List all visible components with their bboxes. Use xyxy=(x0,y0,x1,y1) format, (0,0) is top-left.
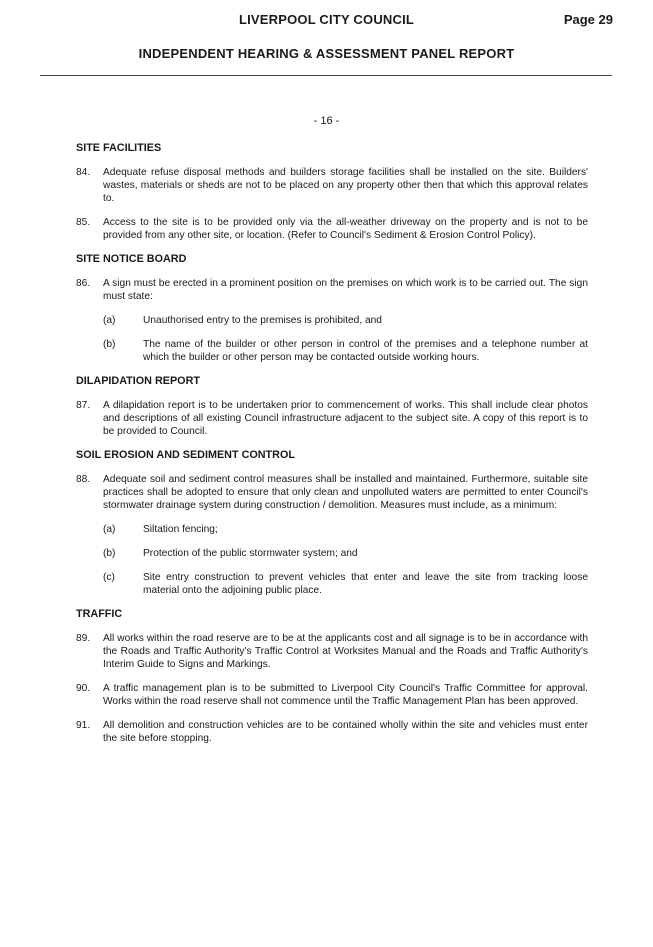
condition-item xyxy=(76,166,588,205)
condition-number: 89. xyxy=(76,633,91,644)
condition-text: A dilapidation report is to be undertaken prior to commencement of works. This shall include clear photos and descriptions of all existing Council infrastructure adjacent to the subject site. A copy of this report is to be provided to Council. xyxy=(103,400,588,437)
condition-number: 90. xyxy=(76,683,91,694)
council-title: LIVERPOOL CITY COUNCIL xyxy=(238,12,415,27)
condition-number: 85. xyxy=(76,217,91,228)
condition-item xyxy=(76,719,588,745)
sub-item-text: Protection of the public stormwater system; and xyxy=(143,548,358,559)
page-label: Page 29 xyxy=(563,12,613,27)
condition-text: Access to the site is to be provided only via the all-weather driveway on the property and is not to be provided from any other site, or location. (Refer to Council's Sediment & Erosion Control Policy). xyxy=(103,217,588,241)
condition-text: All works within the road reserve are to be at the applicants cost and all signage is to be in accordance with the Roads and Traffic Authority's Traffic Control at Worksites Manual and the Roads and Traffic Authority's Interim Guide to Signs and Markings. xyxy=(103,633,588,670)
condition-number: 88. xyxy=(76,474,91,485)
section-heading-dilapidation-report: DILAPIDATION REPORT xyxy=(76,375,200,387)
section-heading-traffic: TRAFFIC xyxy=(76,608,123,620)
condition-item xyxy=(76,277,588,303)
condition-text: Adequate soil and sediment control measures shall be installed and maintained. Furthermore, suitable site practices shall be adopted to ensure that only clean and unpolluted waters are permitted to enter Council's stormwater drainage system during construction / demolition. Measures must include, as a minimum: xyxy=(103,474,588,511)
page-number: - 16 - xyxy=(313,115,340,127)
section-heading-soil-erosion: SOIL EROSION AND SEDIMENT CONTROL xyxy=(76,449,295,461)
condition-number: 87. xyxy=(76,400,91,411)
condition-item xyxy=(76,632,588,671)
sub-item-label: (b) xyxy=(103,548,116,559)
condition-item xyxy=(76,473,588,512)
sub-item-label: (a) xyxy=(103,524,116,535)
sub-item-label: (c) xyxy=(103,572,115,583)
sub-item xyxy=(103,314,588,327)
condition-item xyxy=(76,682,588,708)
header-divider xyxy=(40,75,612,76)
condition-text: All demolition and construction vehicles are to be contained wholly within the site and vehicles must enter the site before stopping. xyxy=(103,720,588,744)
sub-item-text: Unauthorised entry to the premises is prohibited, and xyxy=(143,315,382,326)
document-body xyxy=(76,142,588,756)
condition-text: A sign must be erected in a prominent position on the premises on which work is to be carried out. The sign must state: xyxy=(103,278,588,302)
sub-item xyxy=(103,571,588,597)
section-heading-site-notice-board: SITE NOTICE BOARD xyxy=(76,253,187,265)
sub-item-text: Siltation fencing; xyxy=(143,524,218,535)
condition-text: A traffic management plan is to be submitted to Liverpool City Council's Traffic Committee for approval. Works within the road reserve shall not commence until the Traffic Management Plan has been approved. xyxy=(103,683,588,707)
sub-item xyxy=(103,338,588,364)
sub-item-label: (a) xyxy=(103,315,116,326)
condition-number: 84. xyxy=(76,167,91,178)
condition-number: 86. xyxy=(76,278,91,289)
report-title: INDEPENDENT HEARING & ASSESSMENT PANEL REPORT xyxy=(138,46,515,61)
sub-item-text: Site entry construction to prevent vehicles that enter and leave the site from tracking loose material onto the adjoining public place. xyxy=(143,572,588,596)
sub-item-label: (b) xyxy=(103,339,116,350)
sub-item xyxy=(103,523,588,536)
condition-number: 91. xyxy=(76,720,91,731)
sub-item-text: The name of the builder or other person in control of the premises and a telephone number at which the builder or other person may be contacted outside working hours. xyxy=(143,339,588,363)
condition-item xyxy=(76,216,588,242)
section-heading-site-facilities: SITE FACILITIES xyxy=(76,142,162,154)
condition-text: Adequate refuse disposal methods and builders storage facilities shall be installed on the site. Builders' wastes, materials or sheds are not to be placed on any property other then that which this approval relates to. xyxy=(103,167,588,204)
sub-item xyxy=(103,547,588,560)
condition-item xyxy=(76,399,588,438)
